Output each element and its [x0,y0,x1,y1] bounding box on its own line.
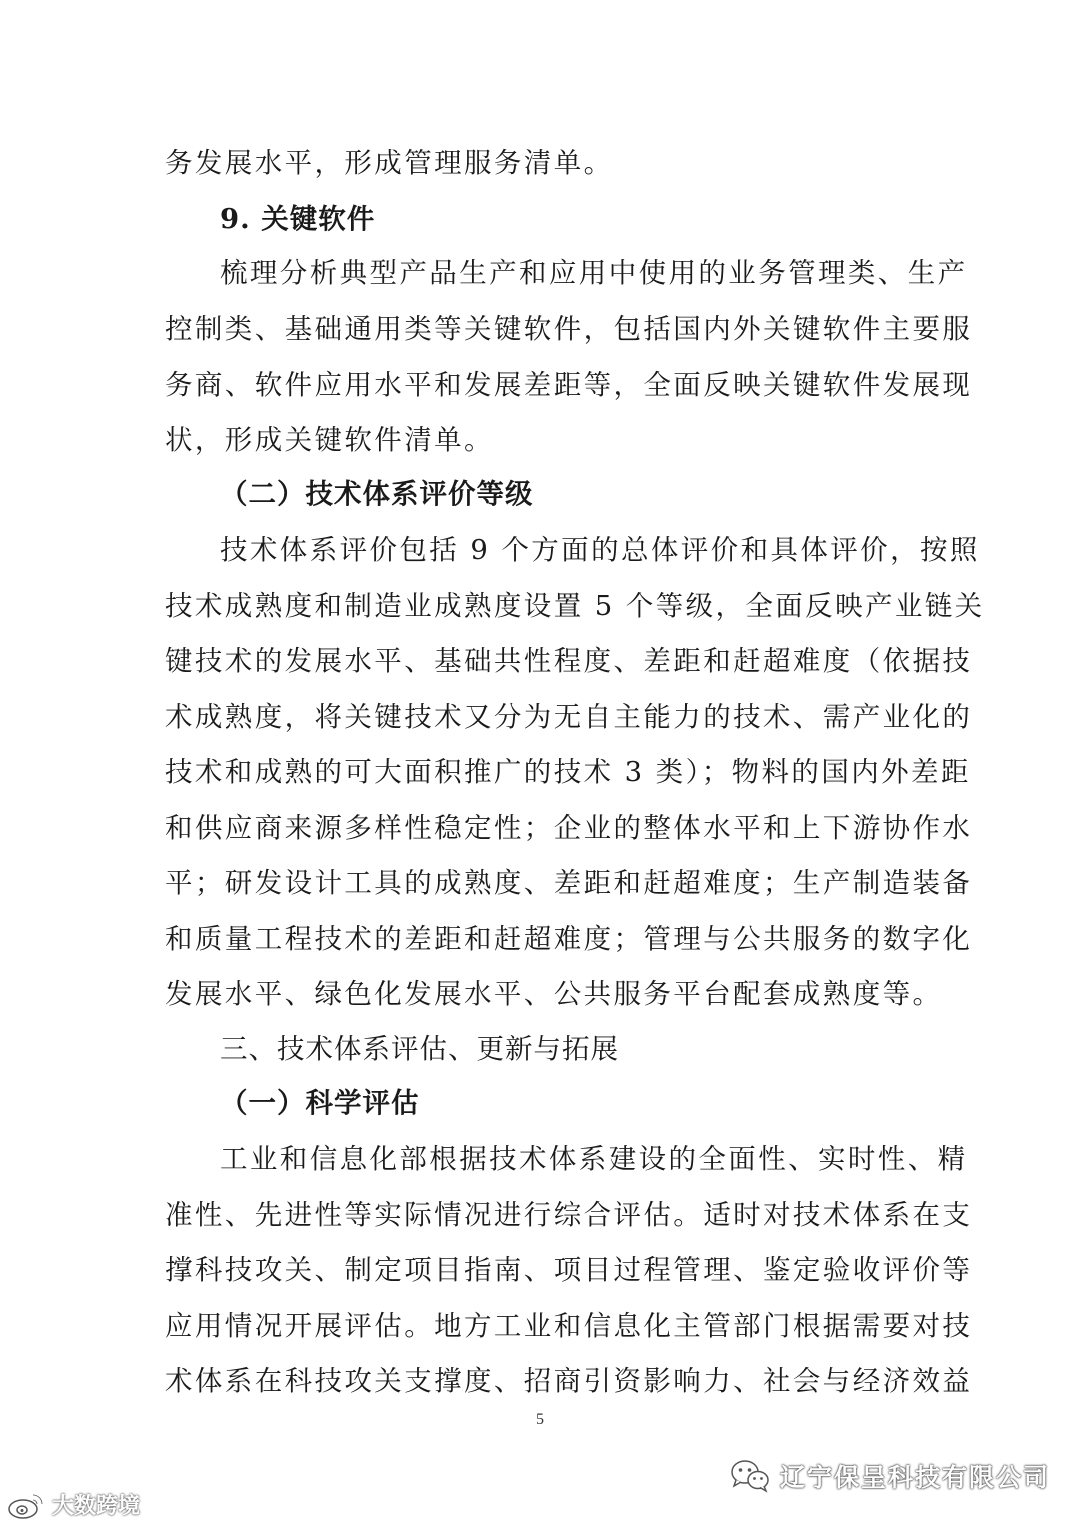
section-heading-scientific-assessment: （一）科学评估 [220,1087,420,1119]
section-heading-assessment-update: 三、技术体系评估、更新与拓展 [220,1033,619,1065]
text-line: 状，形成关键软件清单。 [165,424,494,456]
text-line: 平；研发设计工具的成熟度、差距和赶超难度；生产制造装备 [165,867,973,899]
section-heading-evaluation-levels: （二）技术体系评价等级 [220,478,534,510]
text-line: 控制类、基础通用类等关键软件，包括国内外关键软件主要服 [165,313,973,345]
wechat-account-name: 辽宁保呈科技有限公司 [780,1463,1051,1492]
text-line: 工业和信息化部根据技术体系建设的全面性、实时性、精 [220,1143,968,1175]
text-line: 发展水平、绿色化发展水平、公共服务平台配套成熟度等。 [165,978,943,1010]
weibo-icon [6,1490,46,1520]
text-line: 准性、先进性等实际情况进行综合评估。适时对技术体系在支 [165,1199,973,1231]
text-line: 术体系在科技攻关支撑度、招商引资影响力、社会与经济效益 [165,1365,973,1397]
text-line: 梳理分析典型产品生产和应用中使用的业务管理类、生产 [220,257,968,289]
text-line: 和供应商来源多样性稳定性；企业的整体水平和上下游协作水 [165,812,973,844]
section-heading-key-software: 9. 关键软件 [220,203,376,235]
text-line: 撑科技攻关、制定项目指南、项目过程管理、鉴定验收评价等 [165,1254,973,1286]
text-line: 和质量工程技术的差距和赶超难度；管理与公共服务的数字化 [165,923,973,955]
text-line: 应用情况开展评估。地方工业和信息化主管部门根据需要对技 [165,1310,973,1342]
text-line: 技术成熟度和制造业成熟度设置 5 个等级，全面反映产业链关 [165,590,985,622]
wechat-account-watermark [730,1458,1050,1494]
text-line: 术成熟度，将关键技术又分为无自主能力的技术、需产业化的 [165,701,973,733]
text-line: 务商、软件应用水平和发展差距等，全面反映关键软件发展现 [165,369,973,401]
text-line: 技术和成熟的可大面积推广的技术 3 类）；物料的国内外差距 [165,756,971,788]
text-line: 技术体系评价包括 9 个方面的总体评价和具体评价，按照 [220,534,980,566]
page-number: 5 [536,1411,544,1428]
weibo-watermark [6,1489,140,1520]
wechat-icon [730,1459,770,1493]
text-line: 键技术的发展水平、基础共性程度、差距和赶超难度（依据技 [165,645,973,677]
weibo-account-name: 大数跨境 [52,1494,141,1519]
text-line: 务发展水平，形成管理服务清单。 [165,147,614,179]
